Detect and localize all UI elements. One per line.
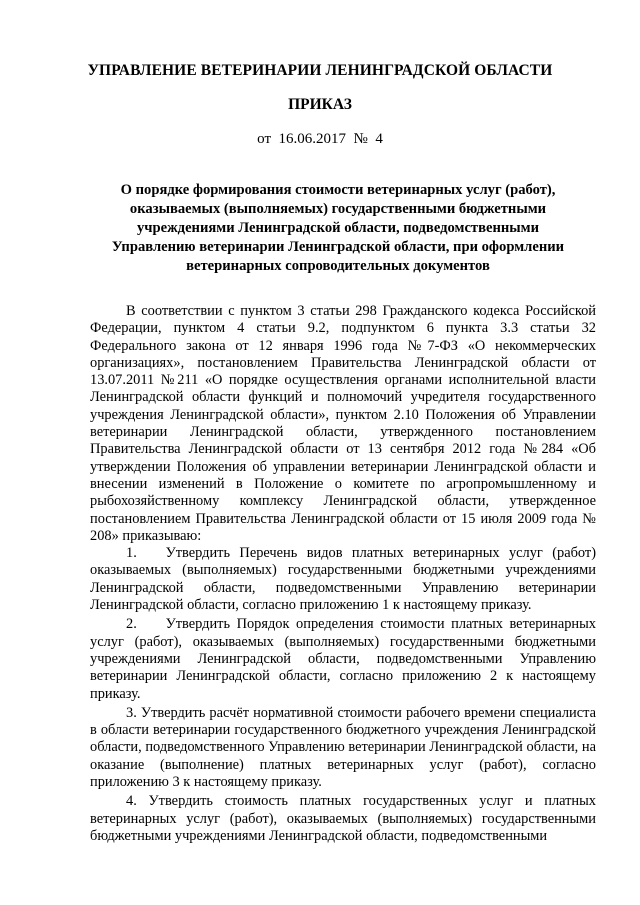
preamble-paragraph: В соответствии с пунктом 3 статьи 298 Гражданского кодекса Российской Федерации, пунктом 4 статьи 9.2, подпунктом 6 пункта 3.3 статьи 32 Федерального закона от 12 января 1996 года №7-ФЗ «О некоммерческих организациях», постановлением Правительства Ленинградской области от 13.07.2011 №211 «О порядке осуществления органами исполнительной власти Ленинградской области функций и полномочий учредителя государственного учреждения Ленинградской области», пунктом 2.10 Положения об Управлении ветеринарии Ленинградской области, утвержденного постановлением Правительства Ленинградской области от 13 сентября 2012 года №284 «Об утверждении Положения об управлении ветеринарии Ленинградской области и внесении изменений в Положение о комитете по агропромышленному и рыбохозяйственному комплексу Ленинградской области, утвержденное постановлением Правительства Ленинградской области от 15 июля 2009 года № 208» приказываю: xyxy=(90,303,596,544)
document-body xyxy=(90,303,596,845)
document-title: О порядке формирования стоимости ветеринарных услуг (работ), оказываемых (выполняемых) государственными бюджетными учреждениями Ленинградской области, подведомственными Управлению ветеринарии Ленинградской области, при оформлении ветеринарных сопроводительных документов xyxy=(111,182,565,274)
organization-heading: УПРАВЛЕНИЕ ВЕТЕРИНАРИИ ЛЕНИНГРАДСКОЙ ОБЛАСТИ xyxy=(87,62,553,79)
list-item-3: 3. Утвердить расчёт нормативной стоимости рабочего времени специалиста в области ветеринарии государственного бюджетного учреждения Ленинградской области, подведомственного Управлению ветеринарии Ленинградской области, на оказание (выполнение) платных ветеринарных услуг (работ), согласно приложению 3 к настоящему приказу. xyxy=(90,704,596,791)
list-item-1: 1. Утвердить Перечень видов платных ветеринарных услуг (работ) оказываемых (выполняемых) государственными бюджетными учреждениями Ленинградской области, подведомственными Управлению ветеринарии Ленинградской области, согласно приложению 1 к настоящему приказу. xyxy=(90,545,596,614)
list-item-2: 2. Утвердить Порядок определения стоимости платных ветеринарных услуг (работ), оказываемых (выполняемых) государственными бюджетными учреждениями Ленинградской области, подведомственными Управлению ветеринарии Ленинградской области, согласно приложению 2 к настоящему приказу. xyxy=(90,616,596,702)
list-item-4: 4. Утвердить стоимость платных государственных услуг и платных ветеринарных услуг (работ), оказываемых (выполняемых) государственными бюджетными учреждениями Ленинградской области, подведомственными xyxy=(90,793,596,844)
document-type-heading: ПРИКАЗ xyxy=(288,96,352,113)
date-number-line: от 16.06.2017 № 4 xyxy=(257,131,383,147)
